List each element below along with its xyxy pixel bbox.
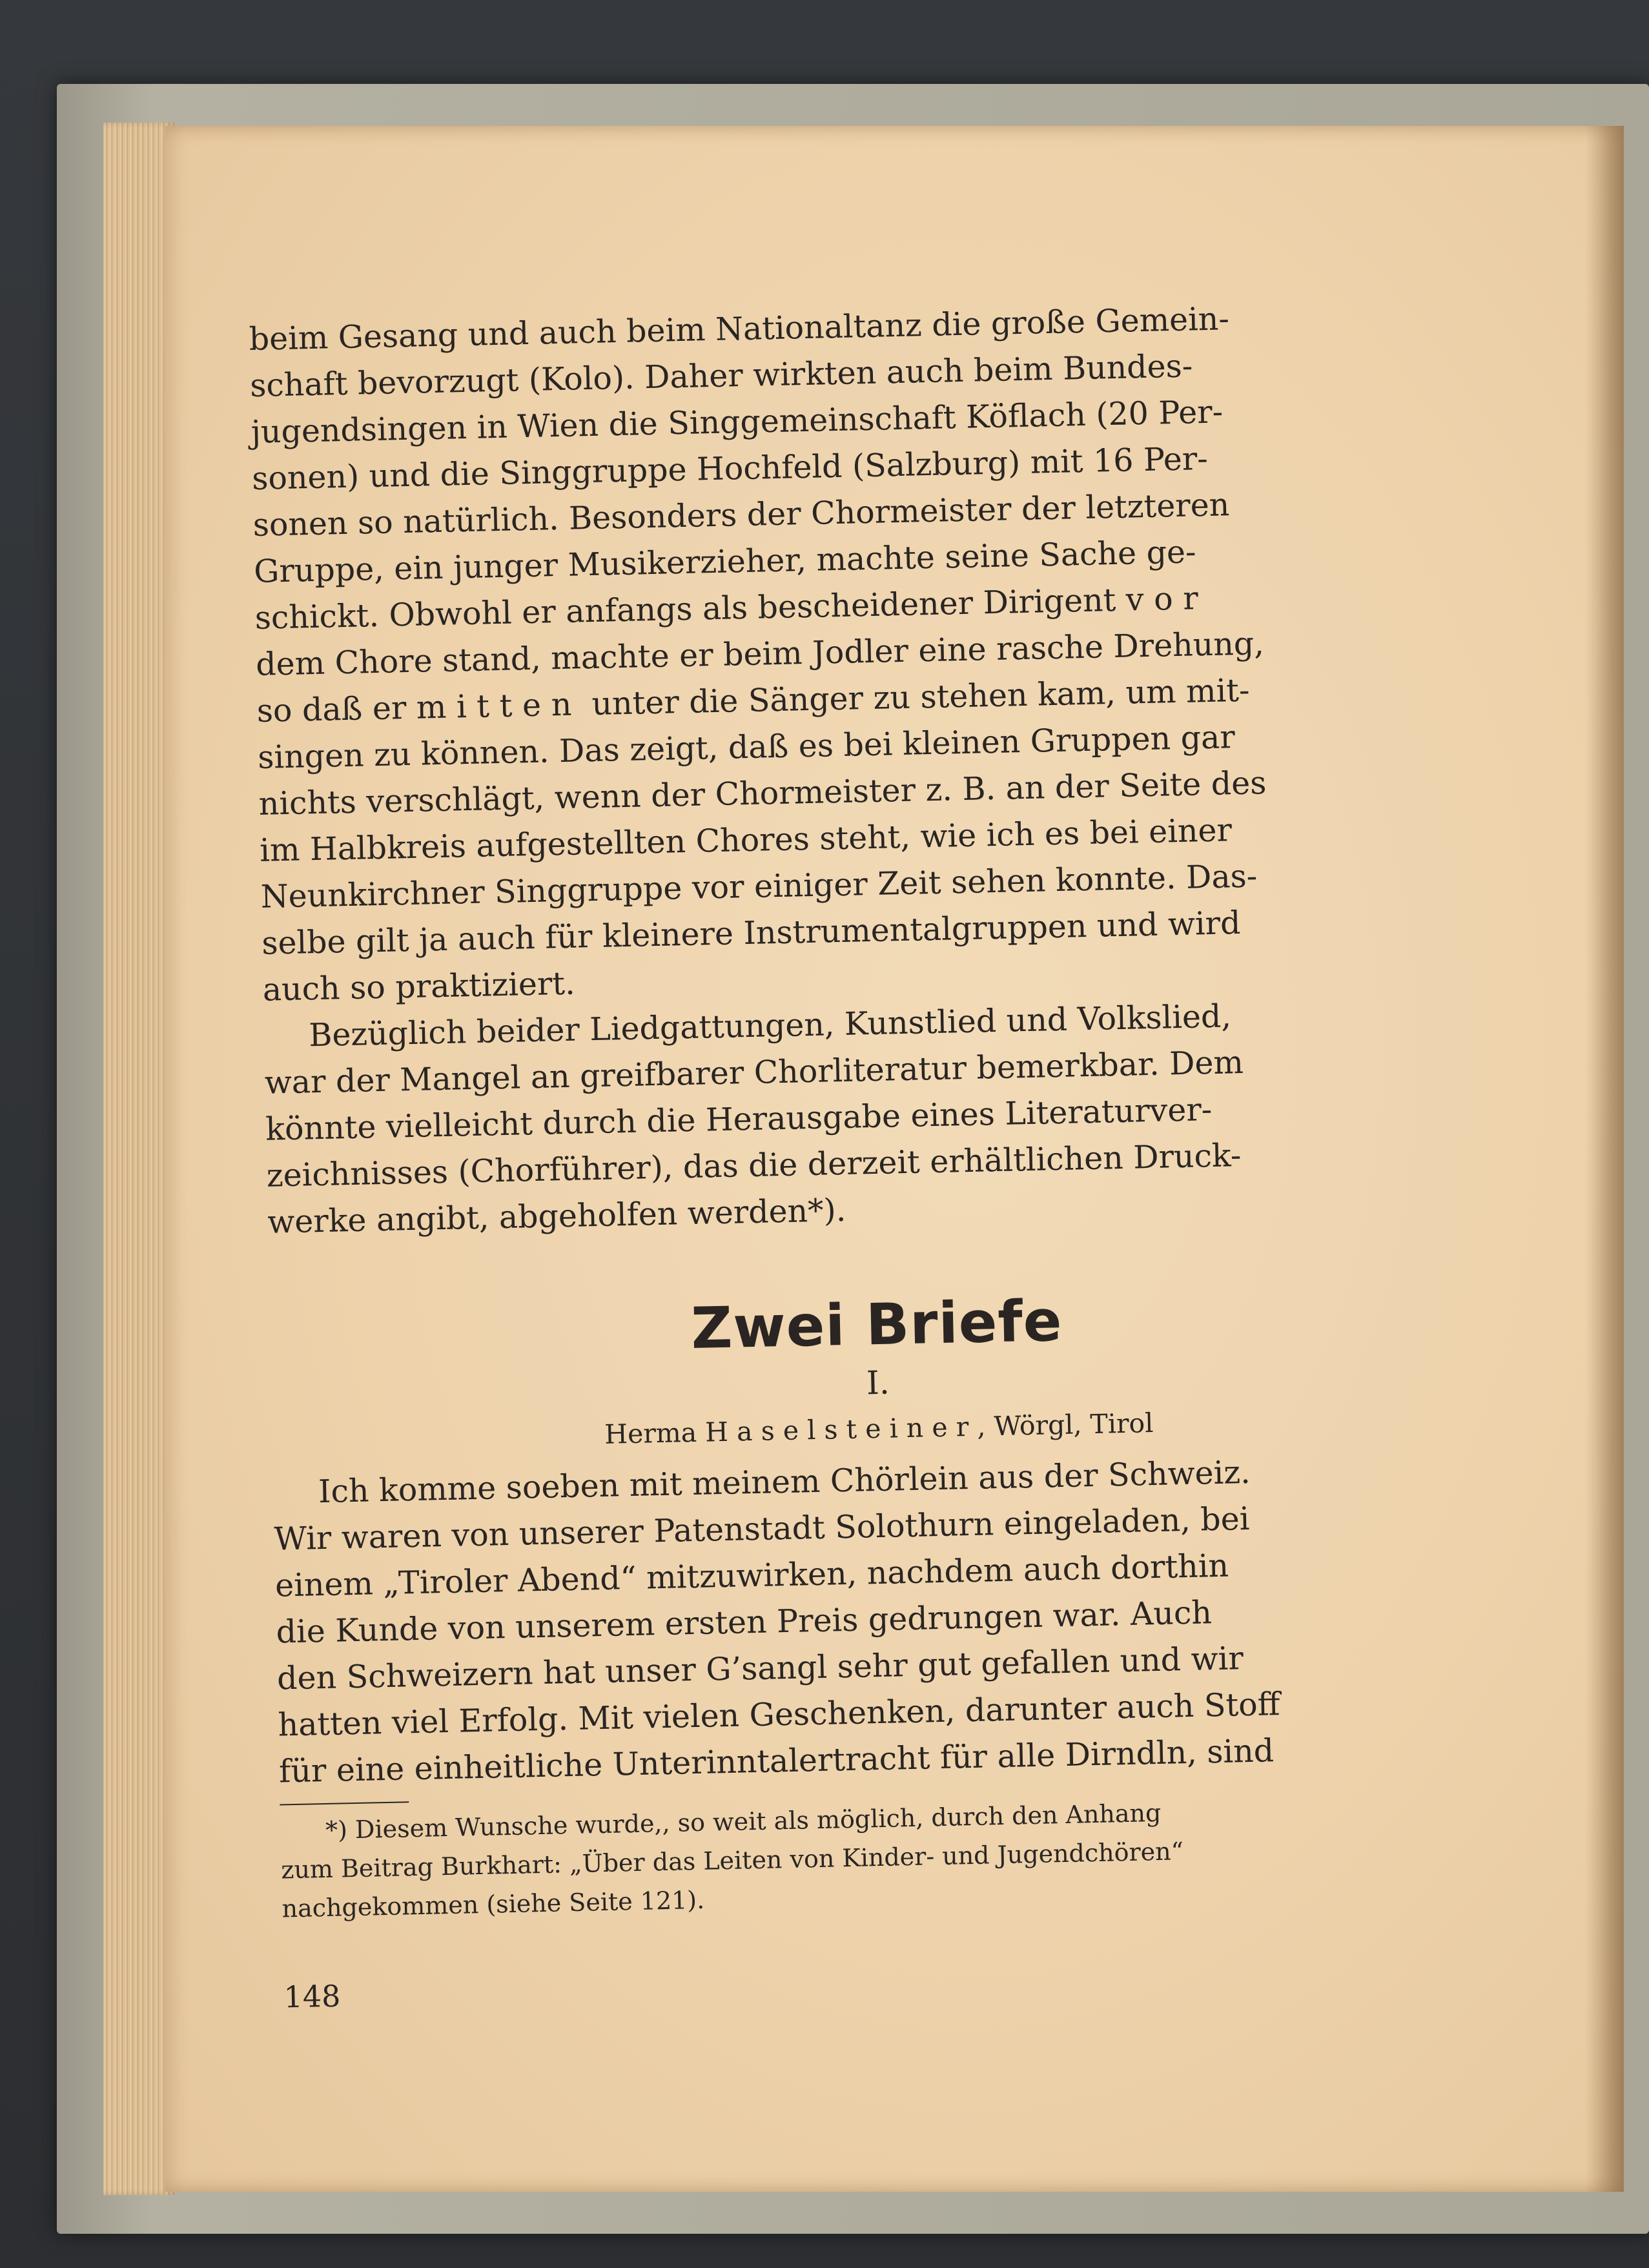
text-fragment: schickt. Obwohl er anfangs als bescheidener Dirigent <box>254 581 1116 637</box>
author-first-name: Herma <box>604 1416 697 1450</box>
text-line: die Kunde von unserem ersten Preis gedrungen war. Auch <box>276 1594 1213 1651</box>
text-line: im Halbkreis aufgestellten Chores steht, wie ich es bei einer <box>259 812 1233 869</box>
text-line: einem „Tiroler Abend“ mitzuwirken, nachdem auch dorthin <box>274 1547 1229 1604</box>
footnote-line: nachgekommen (siehe Seite 121). <box>282 1885 705 1923</box>
text-line: zeichnisses (Chorführer), das die derzeit erhältlichen Druck- <box>266 1137 1242 1194</box>
text-line: schaft bevorzugt (Kolo). Daher wirkten auch beim Bundes- <box>249 347 1193 404</box>
text-line: den Schweizern hat unser G’sangl sehr gut gefallen und wir <box>276 1640 1244 1697</box>
text-line: Gruppe, ein junger Musikerzieher, machte seine Sache ge- <box>253 533 1197 590</box>
footnote-line: zum Beitrag Burkhart: „Über das Leiten von Kinder- und Jugendchören“ <box>280 1837 1184 1885</box>
emphasized-word: mitten <box>416 686 582 726</box>
section-numeral: I. <box>866 1364 890 1402</box>
author-last-name: Haselsteiner <box>704 1411 978 1448</box>
text-line: jugendsingen in Wien die Singgemeinschaft Köflach (20 Per- <box>251 393 1224 451</box>
text-line: hatten viel Erfolg. Mit vielen Geschenken, darunter auch Stoff <box>278 1686 1281 1744</box>
text-line: war der Mangel an greifbarer Chorliteratur bemerkbar. Dem <box>264 1043 1244 1101</box>
text-line: Bezüglich beider Liedgattungen, Kunstlied und Volkslied, <box>308 997 1232 1054</box>
footnote-line: *) Diesem Wunsche wurde,, so weit als möglich, durch den Anhang <box>325 1798 1162 1845</box>
text-line: werke angibt, abgeholfen werden*). <box>267 1191 846 1241</box>
text-line: beim Gesang und auch beim Nationaltanz die große Gemein- <box>249 300 1230 358</box>
text-line: singen zu können. Das zeigt, daß es bei kleinen Gruppen gar <box>257 719 1236 776</box>
page-text <box>249 291 1498 2015</box>
text-line: sonen) und die Singgruppe Hochfeld (Salzburg) mit 16 Per- <box>251 440 1209 497</box>
emphasized-word: vor <box>1125 579 1209 618</box>
text-line: nichts verschlägt, wenn der Chormeister z. B. an der Seite des <box>258 764 1267 822</box>
text-line: für eine einheitliche Unterinntalertracht für alle Dirndln, sind <box>278 1732 1275 1790</box>
text-line: Wir waren von unserer Patenstadt Solothurn eingeladen, bei <box>274 1500 1250 1558</box>
text-line: sonen so natürlich. Besonders der Chormeister der letzteren <box>252 486 1230 544</box>
text-line: Ich komme soeben mit meinem Chörlein aus der Schweiz. <box>318 1453 1251 1511</box>
text-fragment: so daß er <box>256 690 407 730</box>
text-fragment: unter die Sänger zu stehen kam, um mit- <box>591 671 1251 722</box>
page-edges <box>103 123 174 2195</box>
text-line: dem Chore stand, machte er beim Jodler eine rasche Drehung, <box>255 625 1265 683</box>
text-line: Neunkirchner Singgruppe vor einiger Zeit sehen konnte. Das- <box>260 857 1258 915</box>
text-line: selbe gilt ja auch für kleinere Instrumentalgruppen und wird <box>261 904 1241 962</box>
section-heading: Zwei Briefe <box>690 1287 1063 1362</box>
page-number: 148 <box>283 1978 341 2015</box>
footnote-divider <box>280 1801 409 1805</box>
author-place: , Wörgl, Tirol <box>976 1407 1154 1442</box>
text-line: auch so praktiziert. <box>262 965 576 1008</box>
text-line: könnte vielleicht durch die Herausgabe eines Literaturver- <box>265 1091 1213 1148</box>
spine-shadow <box>1585 126 1624 2192</box>
